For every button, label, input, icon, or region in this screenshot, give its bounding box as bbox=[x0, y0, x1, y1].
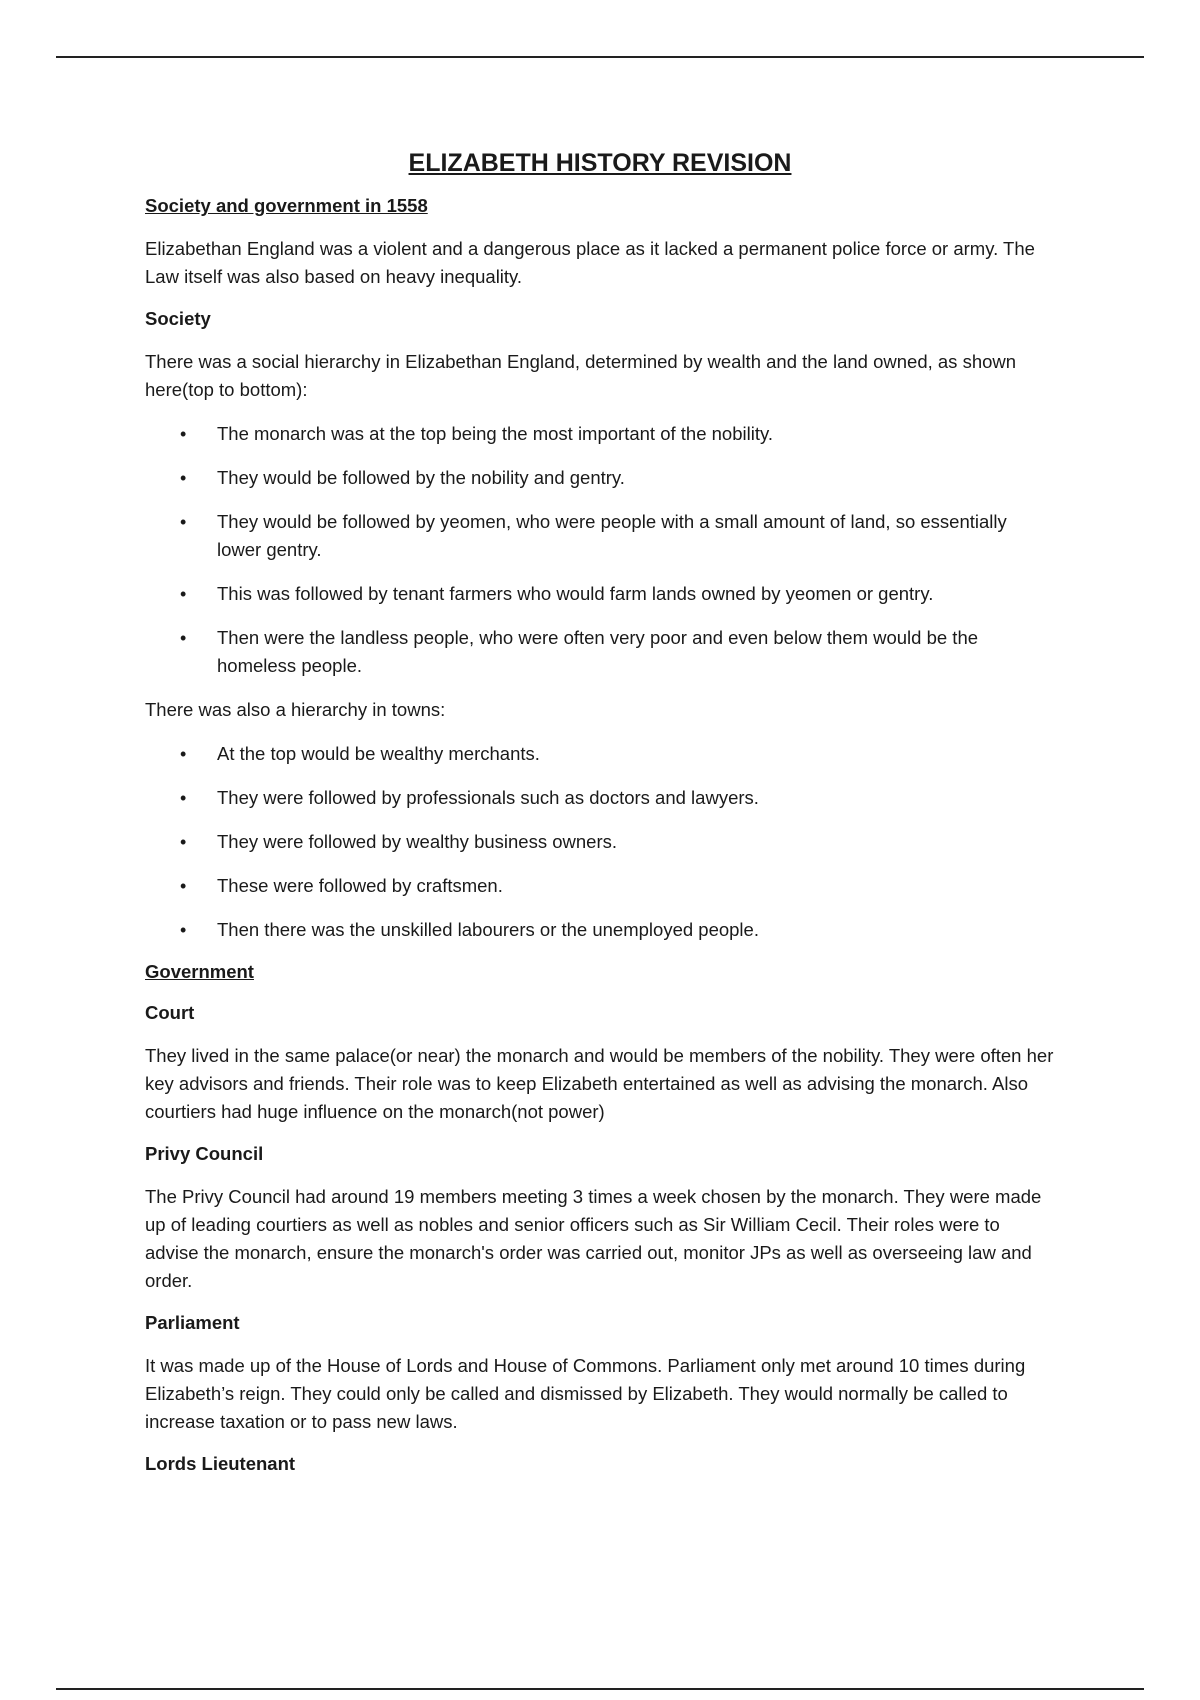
society-heading: Society bbox=[145, 308, 211, 329]
bullet-icon: • bbox=[180, 628, 187, 648]
section-heading-society-government: Society and government in 1558 bbox=[145, 195, 428, 216]
list-item-text: They were followed by wealthy business owners. bbox=[217, 831, 617, 852]
list-item bbox=[145, 740, 1055, 768]
privy-council-heading: Privy Council bbox=[145, 1143, 264, 1164]
society-intro-paragraph: There was a social hierarchy in Elizabethan England, determined by wealth and the land owned, as shown here(top to bottom): bbox=[145, 351, 1017, 400]
bullet-icon: • bbox=[180, 744, 187, 764]
list-item-text: They were followed by professionals such as doctors and lawyers. bbox=[217, 787, 759, 808]
parliament-paragraph: It was made up of the House of Lords and House of Commons. Parliament only met around 10 times during Elizabeth’s reign. They could only be called and dismissed by Elizabeth. They would normally be called to increase taxation or to pass new laws. bbox=[145, 1355, 1026, 1432]
bullet-icon: • bbox=[180, 920, 187, 940]
list-item-text: Then were the landless people, who were often very poor and even below them would be the homeless people. bbox=[217, 627, 979, 676]
list-item-text: They would be followed by the nobility and gentry. bbox=[217, 467, 625, 488]
privy-council-paragraph: The Privy Council had around 19 members meeting 3 times a week chosen by the monarch. They were made up of leading courtiers as well as nobles and senior officers such as Sir William Cecil. Their roles were to advise the monarch, ensure the monarch's order was carried out, monitor JPs as well as overseeing law and order. bbox=[145, 1186, 1042, 1291]
list-item bbox=[145, 828, 1055, 856]
list-item-text: Then there was the unskilled labourers or the unemployed people. bbox=[217, 919, 759, 940]
bullet-icon: • bbox=[180, 788, 187, 808]
list-item bbox=[145, 464, 1055, 492]
bullet-icon: • bbox=[180, 584, 187, 604]
bullet-icon: • bbox=[180, 468, 187, 488]
list-item bbox=[145, 624, 1055, 680]
bullet-icon: • bbox=[180, 512, 187, 532]
list-item bbox=[145, 580, 1055, 608]
list-item bbox=[145, 420, 1055, 448]
town-hierarchy-list bbox=[145, 740, 1055, 944]
social-hierarchy-list bbox=[145, 420, 1055, 680]
list-item-text: These were followed by craftsmen. bbox=[217, 875, 503, 896]
court-paragraph: They lived in the same palace(or near) the monarch and would be members of the nobility. They were often her key advisors and friends. Their role was to keep Elizabeth entertained as well as advising the monarch. Also courtiers had huge influence on the monarch(not power) bbox=[145, 1045, 1054, 1122]
list-item bbox=[145, 872, 1055, 900]
list-item bbox=[145, 508, 1055, 564]
bullet-icon: • bbox=[180, 832, 187, 852]
list-item-text: At the top would be wealthy merchants. bbox=[217, 743, 540, 764]
page-title: ELIZABETH HISTORY REVISION bbox=[408, 149, 792, 177]
top-rule bbox=[56, 56, 1144, 58]
document-page bbox=[145, 146, 1055, 1493]
list-item bbox=[145, 916, 1055, 944]
list-item bbox=[145, 784, 1055, 812]
list-item-text: The monarch was at the top being the most important of the nobility. bbox=[217, 423, 773, 444]
government-heading: Government bbox=[145, 961, 254, 982]
list-item-text: They would be followed by yeomen, who were people with a small amount of land, so essentially lower gentry. bbox=[217, 511, 1007, 560]
lords-lieutenant-heading: Lords Lieutenant bbox=[145, 1453, 296, 1474]
bottom-rule bbox=[56, 1688, 1144, 1690]
bullet-icon: • bbox=[180, 876, 187, 896]
list-item-text: This was followed by tenant farmers who would farm lands owned by yeomen or gentry. bbox=[217, 583, 934, 604]
intro-paragraph: Elizabethan England was a violent and a dangerous place as it lacked a permanent police force or army. The Law itself was also based on heavy inequality. bbox=[145, 238, 1035, 287]
bullet-icon: • bbox=[180, 424, 187, 444]
parliament-heading: Parliament bbox=[145, 1312, 240, 1333]
towns-intro-paragraph: There was also a hierarchy in towns: bbox=[145, 699, 446, 720]
court-heading: Court bbox=[145, 1002, 195, 1023]
